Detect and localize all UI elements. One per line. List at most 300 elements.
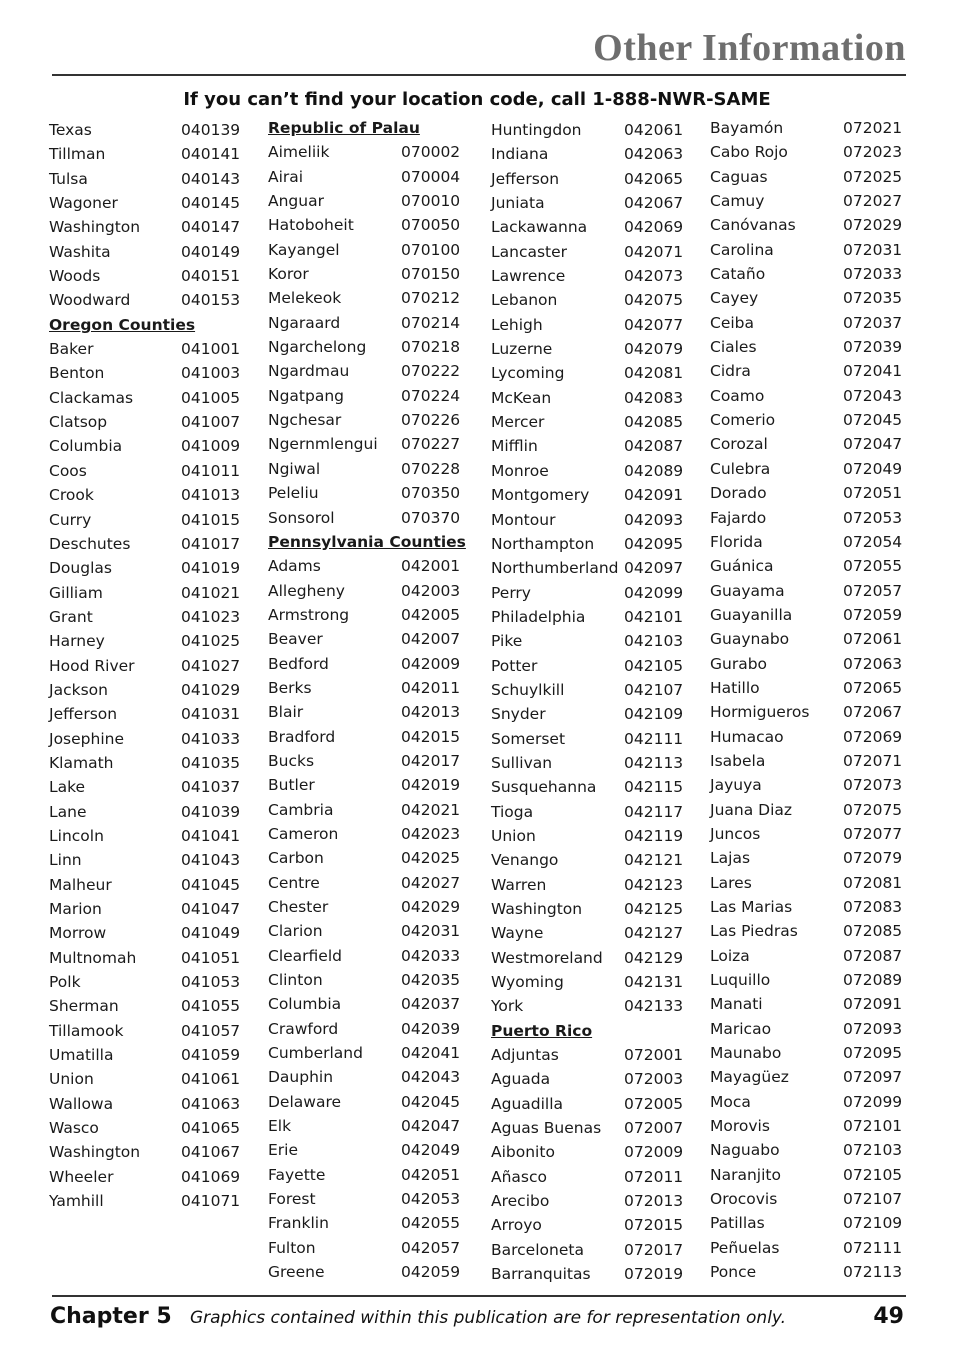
location-row [268,1041,460,1065]
location-name: Umatilla [49,1046,114,1065]
location-row [710,359,903,383]
location-row [268,846,460,870]
location-code: 040141 [181,145,241,164]
location-row [268,286,460,310]
location-code: 072093 [843,1019,903,1038]
location-name: Tioga [491,802,534,821]
location-row [491,1092,684,1116]
location-code: 042127 [624,924,684,943]
location-code: 070004 [401,167,461,186]
location-code: 041001 [181,340,241,359]
location-name: Josephine [49,729,124,748]
location-name: Wasco [49,1119,99,1138]
location-row [49,483,239,507]
location-row [268,603,460,627]
location-name: Clarion [268,922,323,941]
location-row [491,386,684,410]
location-name: Jackson [49,680,108,699]
location-code: 072083 [843,898,903,916]
location-row [49,994,239,1018]
location-name: Bucks [268,751,315,770]
location-row [268,238,460,262]
location-code: 041009 [181,437,241,456]
location-code: 070212 [401,289,461,308]
location-row [491,897,684,921]
location-row [49,508,239,532]
location-code: 072049 [843,459,903,478]
location-row [710,140,903,164]
location-row [710,798,903,822]
location-row [491,337,684,361]
code-column-4 [710,116,903,1285]
location-name: Cambria [268,800,334,819]
location-name: Ngarchelong [268,338,367,357]
location-code: 042073 [624,267,684,286]
location-name: Columbia [268,995,342,1014]
location-name: Humacao [710,727,784,746]
location-row [49,1019,239,1043]
location-name: Hatoboheit [268,216,354,235]
location-row [710,286,903,310]
location-name: Northampton [491,534,595,553]
location-code: 072019 [624,1265,684,1284]
location-name: Ponce [710,1263,757,1282]
location-name: Crawford [268,1019,339,1038]
location-name: Washita [49,242,111,261]
location-code: 070218 [401,338,461,357]
location-code: 042119 [624,826,684,845]
location-row [710,1138,903,1162]
location-name: Wheeler [49,1167,114,1186]
location-name: Allegheny [268,581,345,600]
location-name: Clatsop [49,413,108,432]
location-row [49,386,239,410]
location-name: Guayama [710,581,785,600]
location-name: Koror [268,265,309,284]
location-code: 040139 [181,121,241,139]
location-row [491,410,684,434]
location-code: 072023 [843,143,903,162]
location-name: Aimeliik [268,143,330,162]
location-name: Barceloneta [491,1240,584,1259]
location-code: 041039 [181,802,241,821]
location-name: Washington [491,900,583,918]
location-name: Lehigh [491,315,543,334]
location-code: 072091 [843,995,903,1014]
location-row [710,1163,903,1187]
location-code: 042025 [401,849,461,868]
location-name: Montour [491,510,556,529]
location-code: 042123 [624,875,684,894]
location-row [49,727,239,751]
location-code: 041055 [181,997,241,1016]
location-code: 042053 [401,1190,461,1209]
location-code: 041043 [181,851,241,870]
location-row [268,725,460,749]
location-row [710,213,903,237]
location-code: 072067 [843,703,903,722]
code-column-3 [491,118,684,1287]
location-code: 072111 [843,1238,903,1257]
location-code: 042027 [401,873,461,892]
location-code: 072055 [843,557,903,576]
location-row [268,165,460,189]
location-name: Linn [49,851,82,870]
location-row [710,968,903,992]
location-row [710,871,903,895]
location-code: 041061 [181,1070,241,1089]
location-name: Deschutes [49,534,131,553]
location-name: Morovis [710,1117,770,1136]
location-row [491,800,684,824]
location-row [268,1065,460,1089]
location-name: Lackawanna [491,218,588,237]
location-row [49,775,239,799]
location-name: Lake [49,778,86,797]
location-name: Union [491,826,536,845]
location-code: 041021 [181,583,241,602]
location-row [710,944,903,968]
location-row [268,506,460,530]
location-code: 042113 [624,753,684,772]
location-code: 072017 [624,1240,684,1259]
location-code: 041029 [181,680,241,699]
location-row [268,992,460,1016]
location-row [491,751,684,775]
location-name: Blair [268,703,304,722]
location-row [491,264,684,288]
location-code: 041051 [181,948,241,967]
location-row [49,800,239,824]
location-row [710,408,903,432]
location-code: 042007 [401,630,461,649]
location-name: Peleliu [268,484,319,503]
location-name: Ceiba [710,313,755,332]
location-code: 042107 [624,680,684,699]
location-code: 072054 [843,532,903,551]
location-row [49,434,239,458]
location-code: 072061 [843,630,903,649]
location-row [49,215,239,239]
location-name: Warren [491,875,547,894]
location-code: 041063 [181,1094,241,1113]
location-row [710,384,903,408]
location-code: 072015 [624,1216,684,1235]
location-code: 072101 [843,1117,903,1136]
location-row [491,1262,684,1286]
location-code: 041037 [181,778,241,797]
location-row [491,921,684,945]
location-row [49,337,239,361]
location-code: 072079 [843,849,903,868]
location-code: 042095 [624,534,684,553]
location-name: Camuy [710,192,765,211]
location-code: 041027 [181,656,241,675]
location-row [710,579,903,603]
location-code: 072031 [843,240,903,259]
location-name: Hood River [49,656,135,675]
location-code: 072035 [843,289,903,308]
location-name: Grant [49,607,93,626]
location-name: Greene [268,1263,325,1282]
location-row [491,556,684,580]
location-row [49,702,239,726]
location-code: 070010 [401,192,461,211]
location-name: Ngardmau [268,362,350,381]
location-row [710,238,903,262]
location-code: 042111 [624,729,684,748]
location-name: Añasco [491,1167,548,1186]
location-name: Adams [268,557,321,576]
location-name: Airai [268,167,304,186]
section-header-label: Republic of Palau [268,119,420,137]
location-row [268,944,460,968]
location-name: Lane [49,802,87,821]
location-row [49,654,239,678]
location-code: 042121 [624,851,684,870]
section-header-label: Puerto Rico [491,1021,593,1040]
location-code: 072087 [843,946,903,965]
location-name: Isabela [710,751,766,770]
location-row [491,1189,684,1213]
location-row [268,457,460,481]
location-name: Benton [49,364,105,383]
location-code: 042047 [401,1117,461,1136]
location-row [268,140,460,164]
location-code: 072103 [843,1141,903,1160]
location-name: Tillman [49,145,106,164]
location-row [49,142,239,166]
location-code: 042081 [624,364,684,383]
location-code: 070222 [401,362,461,381]
location-row [49,1092,239,1116]
location-code: 042037 [401,995,461,1014]
location-code: 072113 [843,1263,903,1282]
location-code: 042009 [401,654,461,673]
location-code: 070050 [401,216,461,235]
location-name: Washington [49,1143,141,1162]
location-name: Wagoner [49,194,118,213]
location-code: 072041 [843,362,903,381]
location-row [268,627,460,651]
location-name: Wallowa [49,1094,114,1113]
location-row [491,994,684,1018]
location-row [49,532,239,556]
location-code: 072073 [843,776,903,795]
location-name: Lawrence [491,267,566,286]
location-code: 072029 [843,216,903,235]
location-code: 042031 [401,922,461,941]
location-row [710,725,903,749]
location-code: 070226 [401,411,461,430]
location-name: Corozal [710,435,768,454]
location-row [491,654,684,678]
location-row [710,895,903,919]
location-name: Jayuya [710,776,762,795]
location-name: Marion [49,900,102,918]
location-name: Berks [268,678,312,697]
location-row [710,1260,903,1284]
location-row [491,288,684,312]
location-code: 041019 [181,559,241,578]
location-row [49,1189,239,1213]
location-name: Clackamas [49,388,134,407]
location-name: Westmoreland [491,948,603,967]
location-code: 072033 [843,265,903,284]
location-row [268,968,460,992]
section-header [268,530,466,554]
location-code: 041003 [181,364,241,383]
location-name: Multnomah [49,948,137,967]
location-name: Wayne [491,924,544,943]
location-name: Northumberland [491,559,619,578]
location-code: 042075 [624,291,684,310]
location-code: 072027 [843,192,903,211]
location-row [49,1067,239,1091]
location-name: Cameron [268,824,339,843]
location-name: Culebra [710,459,771,478]
location-code: 042093 [624,510,684,529]
location-code: 072013 [624,1192,684,1211]
location-code: 042065 [624,169,684,188]
location-name: Arroyo [491,1216,542,1235]
location-name: Naranjito [710,1165,781,1184]
location-code: 042091 [624,486,684,505]
location-name: Comerio [710,411,776,430]
location-name: Gurabo [710,654,768,673]
location-name: Cayey [710,289,759,308]
location-name: Forest [268,1190,316,1209]
location-row [710,457,903,481]
location-row [268,895,460,919]
location-row [49,970,239,994]
location-name: Yamhill [49,1192,104,1211]
location-row [49,410,239,434]
location-code: 042001 [401,557,461,576]
location-code: 072081 [843,873,903,892]
location-name: Franklin [268,1214,329,1233]
location-code: 041049 [181,924,241,943]
location-row [268,408,460,432]
location-name: Jefferson [49,705,118,724]
location-name: Anguar [268,192,324,211]
section-header-label: Pennsylvania Counties [268,532,466,551]
location-code: 041033 [181,729,241,748]
location-code-subheading: If you can’t find your location code, call 1-888-NWR-SAME [183,89,771,110]
location-code: 072065 [843,678,903,697]
location-row [49,897,239,921]
location-code: 042017 [401,751,461,770]
location-row [491,532,684,556]
location-name: Luquillo [710,971,771,990]
location-name: Hatillo [710,678,760,697]
location-name: Carbon [268,849,324,868]
location-name: Carolina [710,240,774,259]
location-code: 070100 [401,240,461,259]
location-name: Dorado [710,484,767,503]
location-row [268,652,460,676]
page-title: Other Information [593,27,906,69]
location-code: 042085 [624,413,684,432]
location-name: Elk [268,1117,292,1136]
location-name: Dauphin [268,1068,334,1087]
location-row [491,970,684,994]
location-row [268,384,460,408]
section-header [49,313,239,337]
location-row [49,946,239,970]
section-header [491,1019,681,1043]
location-name: Hormigueros [710,703,810,722]
location-code: 042057 [401,1238,461,1257]
location-name: Loiza [710,946,750,965]
location-code: 072063 [843,654,903,673]
location-row [710,1187,903,1211]
location-name: Aibonito [491,1143,555,1162]
code-column-2 [268,116,466,1285]
location-row [710,335,903,359]
location-name: Cataño [710,265,766,284]
location-row [710,554,903,578]
location-name: Malheur [49,875,112,894]
location-name: Lycoming [491,364,565,383]
location-code: 042105 [624,656,684,675]
location-row [49,118,239,142]
location-row [49,605,239,629]
location-code: 040151 [181,267,241,286]
location-code: 042101 [624,607,684,626]
location-row [268,871,460,895]
location-row [491,1140,684,1164]
location-name: Adjuntas [491,1046,559,1065]
location-name: Ngchesar [268,411,342,430]
location-row [49,361,239,385]
location-row [491,167,684,191]
location-row [710,1041,903,1065]
location-row [49,678,239,702]
location-code: 072089 [843,971,903,990]
location-name: Coamo [710,386,765,405]
location-code: 040147 [181,218,241,237]
location-code: 042067 [624,194,684,213]
location-code: 042097 [624,559,684,578]
location-name: Aguada [491,1070,551,1089]
location-name: Lincoln [49,826,104,845]
location-name: Mayagüez [710,1068,789,1087]
location-name: McKean [491,388,552,407]
location-code: 070150 [401,265,461,284]
location-row [710,262,903,286]
location-code: 040149 [181,242,241,261]
location-row [491,702,684,726]
location-name: Guánica [710,557,774,576]
location-name: Lebanon [491,291,558,310]
location-name: Harney [49,632,105,651]
location-code: 041069 [181,1167,241,1186]
location-row [49,848,239,872]
location-row [268,919,460,943]
location-row [710,165,903,189]
location-code: 042039 [401,1019,461,1038]
location-code: 041023 [181,607,241,626]
location-name: Jefferson [491,169,560,188]
location-name: Morrow [49,924,107,943]
location-code: 072071 [843,751,903,770]
location-code: 042055 [401,1214,461,1233]
location-row [49,288,239,312]
location-name: Sherman [49,997,119,1016]
location-code: 040145 [181,194,241,213]
location-name: Texas [49,121,92,139]
